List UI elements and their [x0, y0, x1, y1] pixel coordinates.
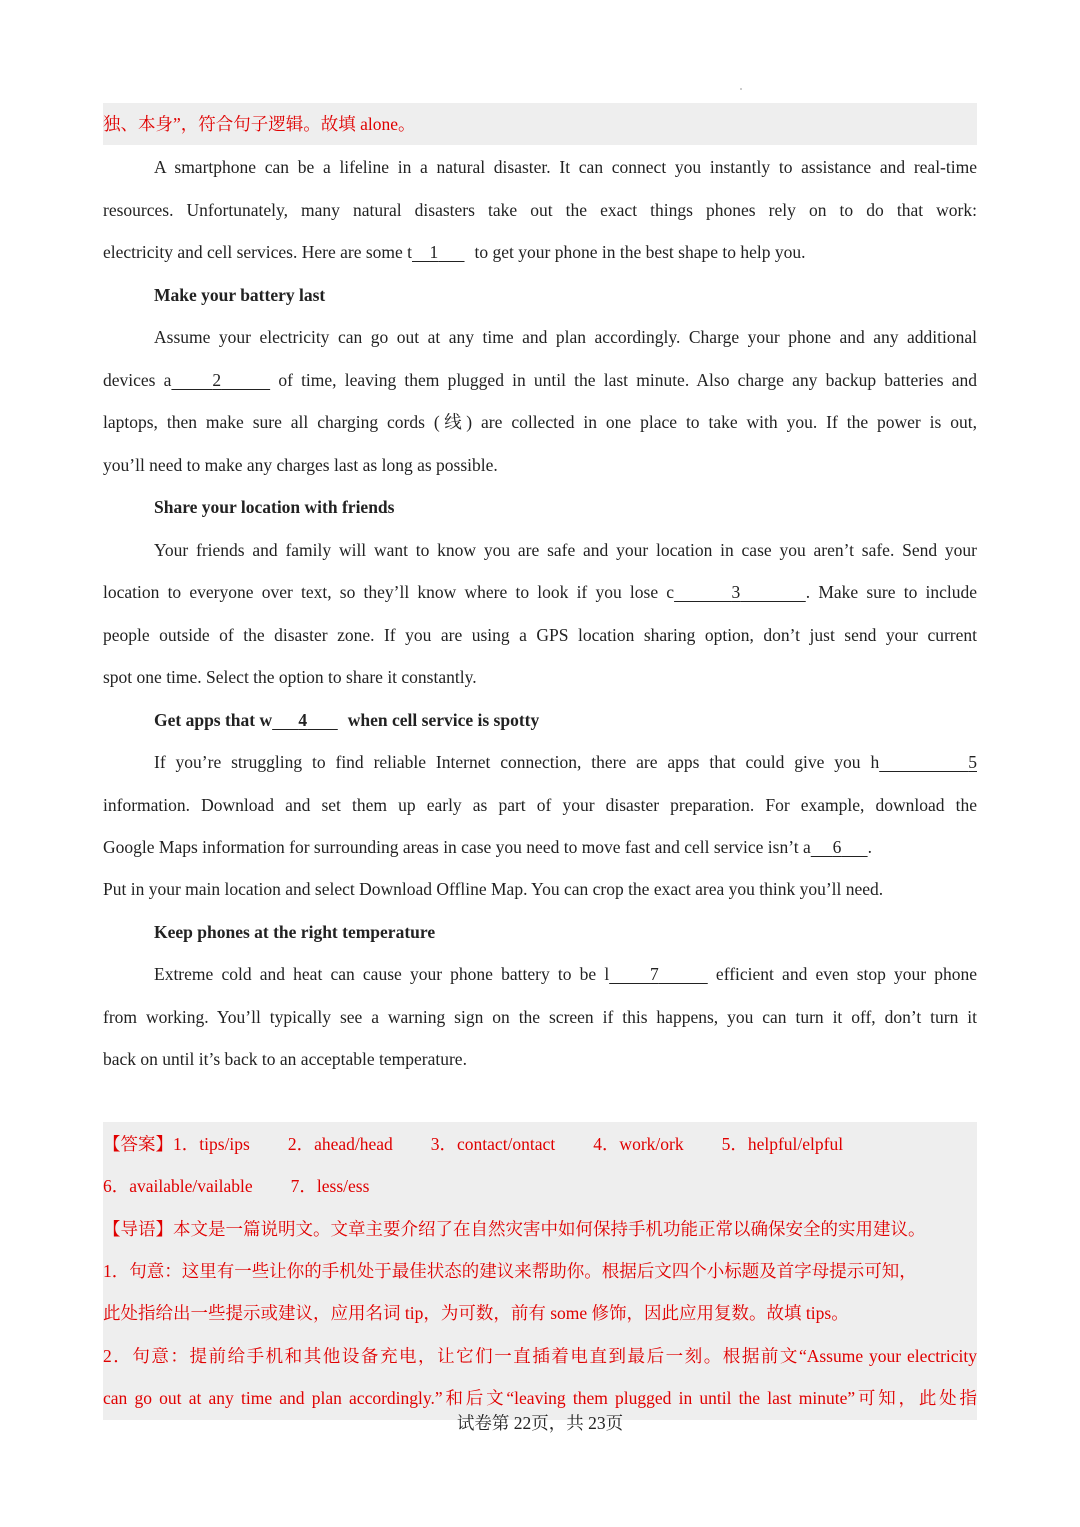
p2-line2-post: of time, leaving them plugged in until the last minute. Also charge any backup batteries and [278, 370, 978, 390]
p3-line2-post: . Make sure to include [805, 582, 978, 602]
p3-line2-pre: location to everyone over text, so they’ll know where to look if you lose c [103, 582, 675, 602]
p5-line1 [154, 961, 977, 987]
p2-line4: you’ll need to make any charges last as long as possible. [103, 455, 498, 475]
blank-7[interactable] [609, 964, 708, 984]
p2-line2-pre: devices a [103, 370, 172, 390]
p5-line1-post: efficient and even stop your phone [715, 964, 978, 984]
heading-temperature: Keep phones at the right temperature [154, 922, 436, 942]
p3-line2 [103, 579, 977, 605]
p1-line2: resources. Unfortunately, many natural disasters take out the exact things phones rely on to do that work: [103, 200, 977, 220]
blank-2[interactable] [171, 370, 270, 390]
blank-5[interactable] [879, 752, 977, 772]
p1-line1: A smartphone can be a lifeline in a natural disaster. It can connect you instantly to assistance and real-time [154, 157, 977, 177]
p4-line4: Put in your main location and select Download Offline Map. You can crop the exact area you think you’ll need. [103, 879, 884, 899]
p3-line3: people outside of the disaster zone. If you are using a GPS location sharing option, don’t just send your current [103, 625, 977, 645]
p4-line3 [103, 834, 977, 860]
blank-6[interactable] [811, 837, 868, 857]
p1-line3-post: to get your phone in the best shape to help you. [474, 242, 806, 262]
blank-4-number: 4 [298, 710, 308, 730]
explanation-2-line1: 2．句意：提前给手机和其他设备充电，让它们一直插着电直到最后一刻。根据前文“Assume your electricity [103, 1346, 977, 1366]
blank-3[interactable] [674, 582, 806, 602]
scan-dot [740, 88, 742, 90]
blank-5-number: 5 [968, 752, 977, 772]
explanation-1-line1: 1．句意：这里有一些让你的手机处于最佳状态的建议来帮助你。根据后文四个小标题及首字母提示可知， [103, 1261, 917, 1281]
page-footer: 试卷第 22页，共 23页 [456, 1413, 624, 1433]
heading-battery: Make your battery last [154, 285, 326, 305]
p4-line3-pre: Google Maps information for surrounding areas in case you need to move fast and cell service isn’t a [103, 837, 811, 857]
answer-3: 3．contact/ontact [430, 1134, 556, 1154]
p5-line1-pre: Extreme cold and heat can cause your phone battery to be l [154, 964, 610, 984]
p4-line2: information. Download and set them up early as part of your disaster preparation. For example, download the [103, 795, 977, 815]
answer-4: 4．work/ork [593, 1134, 684, 1154]
p4-line1-pre: If you’re struggling to find reliable Internet connection, there are apps that could give you h [154, 752, 880, 772]
blank-3-number: 3 [731, 582, 741, 602]
blank-1-number: 1 [429, 242, 439, 262]
p1-line3-pre: electricity and cell services. Here are some t [103, 242, 413, 262]
guide-label: 【导语】 [103, 1219, 173, 1239]
p4-line1 [154, 749, 977, 775]
answer-row1 [103, 1131, 977, 1157]
guide-text: 本文是一篇说明文。文章主要介绍了在自然灾害中如何保持手机功能正常以确保安全的实用建议。 [173, 1219, 926, 1239]
blank-2-number: 2 [212, 370, 222, 390]
blank-7-number: 7 [650, 964, 659, 984]
p2-line3: laptops, then make sure all charging cords (线) are collected in one place to take with you. If the power is out, [103, 412, 977, 432]
answer-7: 7．less/ess [290, 1176, 370, 1196]
p4-line3-post: . [867, 837, 872, 857]
answer-row2 [103, 1173, 977, 1199]
heading-apps-pre: Get apps that w [154, 710, 273, 730]
top-note: 独、本身”，符合句子逻辑。故填 alone。 [103, 114, 416, 134]
heading-apps-post: when cell service is spotty [347, 710, 540, 730]
blank-6-number: 6 [832, 837, 842, 857]
guide-line [103, 1216, 977, 1242]
answer-5: 5．helpful/elpful [721, 1134, 844, 1154]
answer-1: 1．tips/ips [173, 1134, 250, 1154]
heading-location: Share your location with friends [154, 497, 395, 517]
blank-1[interactable] [412, 242, 465, 262]
p1-line3 [103, 239, 977, 265]
heading-apps [154, 707, 977, 733]
p2-line1: Assume your electricity can go out at any time and plan accordingly. Charge your phone and any additional [154, 327, 977, 347]
p5-line2: from working. You’ll typically see a warning sign on the screen if this happens, you can turn it off, don’t turn it [103, 1007, 977, 1027]
explanation-2-line2: can go out at any time and plan accordingly.”和后文“leaving them plugged in until the last minute”可知，此处指 [103, 1388, 977, 1408]
blank-4[interactable] [272, 710, 338, 730]
p5-line3: back on until it’s back to an acceptable temperature. [103, 1049, 467, 1069]
answer-2: 2．ahead/head [287, 1134, 393, 1154]
p2-line2 [103, 367, 977, 393]
answer-6: 6．available/vailable [103, 1176, 253, 1196]
p3-line1: Your friends and family will want to know you are safe and your location in case you aren’t safe. Send your [154, 540, 977, 560]
answer-label: 【答案】 [103, 1134, 173, 1154]
explanation-1-line2: 此处指给出一些提示或建议，应用名词 tip，为可数，前有 some 修饰，因此应用复数。故填 tips。 [103, 1303, 849, 1323]
p3-line4: spot one time. Select the option to share it constantly. [103, 667, 477, 687]
